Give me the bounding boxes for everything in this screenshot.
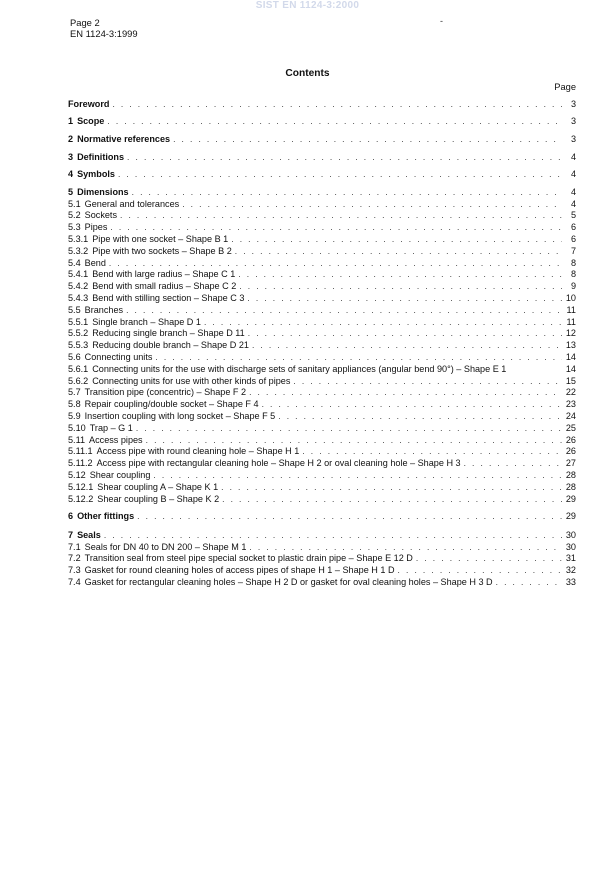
toc-entry-title: Reducing single branch – Shape D 11 [92,328,245,339]
toc-entry[interactable] [68,269,576,281]
toc-entry-title: General and tolerances [84,198,180,209]
toc-entry-title: Branches [84,304,124,315]
toc-entry-page: 4 [570,186,576,197]
toc-entry-page: 27 [565,458,576,469]
toc-entry-title: Transition pipe (concentric) – Shape F 2 [84,387,247,398]
toc-entry-number: 5.4.2 [68,281,89,292]
toc-entry-number: 2 [68,133,74,144]
toc-entry-title: Connecting units [84,351,153,362]
toc-entry-number: 7.4 [68,576,81,587]
toc-entry-page: 33 [565,576,576,587]
toc-leader-dots [398,565,562,576]
toc-entry[interactable] [68,210,576,222]
toc-leader-dots [235,246,562,257]
toc-entry-number: 5.3.1 [68,233,89,244]
toc-entry[interactable] [68,529,576,541]
toc-entry-page: 6 [570,222,576,233]
toc-entry[interactable] [68,553,576,565]
toc-entry-page: 14 [565,363,576,374]
toc-entry[interactable] [68,493,576,505]
toc-entry[interactable] [68,280,576,292]
toc-entry-number: Foreword [68,98,110,109]
toc-entry[interactable] [68,116,576,128]
toc-entry[interactable] [68,292,576,304]
toc-entry-number: 5.8 [68,399,81,410]
toc-entry-page: 4 [570,169,576,180]
toc-leader-dots [112,99,562,110]
toc-entry-title: Connecting units for the use with discharge sets of sanitary appliances (angular bend 90°) – Shape E 1 [92,363,507,374]
toc-entry-page: 25 [565,422,576,433]
toc-leader-dots [222,494,562,505]
toc-entry-number: 5.7 [68,387,81,398]
toc-entry-number: 5.12.1 [68,481,94,492]
toc-leader-dots [249,542,562,553]
toc-entry[interactable] [68,564,576,576]
toc-entry-number: 5.4.3 [68,292,89,303]
toc-entry-number: 5 [68,186,74,197]
toc-entry-page: 8 [570,257,576,268]
toc-entry-page: 29 [565,493,576,504]
toc-entry-number: 7.2 [68,553,81,564]
toc-entry-title: Scope [77,116,105,127]
toc-entry-page: 29 [565,511,576,522]
toc-entry-page: 14 [565,351,576,362]
header-mark: - [440,16,443,26]
toc-entry-page: 4 [570,198,576,209]
toc-leader-dots [126,305,562,316]
toc-leader-dots [496,577,562,588]
toc-entry-title: Bend with stilling section – Shape C 3 [92,292,245,303]
toc-entry-page: 11 [566,316,576,327]
toc-entry-number: 5.11 [68,434,86,445]
toc-leader-dots [249,387,562,398]
toc-leader-dots [247,293,562,304]
toc-leader-dots [278,411,562,422]
toc-entry-number: 7 [68,529,74,540]
toc-entry-number: 5.12 [68,469,86,480]
toc-entry-title: Trap – G 1 [89,422,133,433]
toc-entry-page: 7 [570,245,576,256]
toc-entry-number: 5.4 [68,257,81,268]
toc-entry-number: 5.2 [68,210,81,221]
toc-entry-title: Bend with large radius – Shape C 1 [92,269,236,280]
toc-leader-dots [252,340,562,351]
toc-leader-dots [110,222,562,233]
toc-entry-title: Seals [77,529,101,540]
toc-entry-title: Dimensions [77,186,129,197]
toc-entry-number: 5.12.2 [68,493,94,504]
toc-entry-number: 5.5.1 [68,316,89,327]
toc-entry[interactable] [68,576,576,588]
toc-entry-page: 3 [570,116,576,127]
toc-entry-title: Sockets [84,210,118,221]
toc-entry-page: 24 [565,410,576,421]
toc-entry-number: 5.4.1 [68,269,89,280]
toc-leader-dots [155,352,562,363]
toc-entry-page: 5 [570,210,576,221]
toc-entry-page: 26 [565,446,576,457]
toc-entry-page: 26 [565,434,576,445]
toc-entry-title: Pipe with two sockets – Shape B 2 [92,245,232,256]
toc-entry-number: 5.11.1 [68,446,93,457]
toc-entry-title: Repair coupling/double socket – Shape F 4 [84,399,259,410]
toc-leader-dots [262,399,562,410]
toc-entry[interactable] [68,339,576,351]
toc-entry-page: 8 [570,269,576,280]
toc-entry-page: 12 [565,328,576,339]
toc-entry-title: Gasket for rectangular cleaning holes – Shape H 2 D or gasket for oval cleaning holes – Shape H 3 D [84,576,493,587]
toc-entry-number: 5.5.2 [68,328,89,339]
toc-leader-dots [132,187,562,198]
toc-entry-number: 5.1 [68,198,81,209]
toc-entry[interactable] [68,351,576,363]
toc-entry-page: 28 [565,469,576,480]
toc-entry-page: 4 [570,151,576,162]
toc-entry[interactable] [68,186,576,198]
toc-leader-dots [416,553,562,564]
toc-entry-title: Bend [84,257,106,268]
toc-entry-number: 5.3.2 [68,245,89,256]
toc-entry[interactable] [68,304,576,316]
toc-leader-dots [221,482,562,493]
toc-entry-number: 5.6 [68,351,81,362]
toc-entry-number: 5.5.3 [68,340,89,351]
toc-entry[interactable] [68,422,576,434]
toc-entry-number: 3 [68,151,74,162]
toc-leader-dots [137,511,562,522]
toc-entry-title: Gasket for round cleaning holes of access pipes of shape H 1 – Shape H 1 D [84,565,395,576]
toc-entry-number: 5.5 [68,304,81,315]
toc-entry[interactable] [68,133,576,145]
toc-leader-dots [231,234,562,245]
toc-entry-title: Other fittings [77,511,135,522]
toc-entry[interactable] [68,257,576,269]
toc-entry[interactable] [68,511,576,523]
toc-entry-number: 5.9 [68,410,81,421]
toc-entry-page: 6 [570,233,576,244]
toc-entry[interactable] [68,469,576,481]
toc-entry-page: 3 [570,133,576,144]
toc-entry-number: 6 [68,511,74,522]
toc-entry-page: 11 [566,304,576,315]
toc-leader-dots [293,376,562,387]
toc-entry-page: 28 [565,481,576,492]
toc-entry[interactable] [68,541,576,553]
toc-entry[interactable] [68,328,576,340]
toc-entry-number: 5.3 [68,222,81,233]
toc-entry-number: 7.3 [68,565,81,576]
toc-leader-dots [127,152,562,163]
toc-leader-dots [464,458,562,469]
toc-entry-page: 31 [565,553,576,564]
toc-entry-title: Transition seal from steel pipe special socket to plastic drain pipe – Shape E 12 D [84,553,413,564]
toc-leader-dots [109,258,562,269]
toc-leader-dots [204,317,562,328]
toc-entry[interactable] [68,363,576,375]
toc-leader-dots [136,423,562,434]
toc-entry-page: 30 [565,541,576,552]
toc-entry-title: Pipe with one socket – Shape B 1 [92,233,229,244]
toc-entry-number: 4 [68,169,74,180]
page-header [70,17,138,39]
toc-entry-page: 10 [565,292,576,303]
toc-entry-page: 15 [565,375,576,386]
toc-entry-page: 22 [565,387,576,398]
toc-leader-dots [107,116,562,127]
toc-leader-dots [238,269,562,280]
toc-entry-page: 13 [565,340,576,351]
contents-title: Contents [285,68,330,79]
toc-entry[interactable] [68,198,576,210]
toc-entry-number: 1 [68,116,74,127]
toc-entry[interactable] [68,151,576,163]
toc-entry-page: 30 [565,529,576,540]
toc-leader-dots [146,435,562,446]
toc-entry[interactable] [68,233,576,245]
toc-leader-dots [182,199,562,210]
toc-entry-title: Seals for DN 40 to DN 200 – Shape M 1 [84,541,247,552]
toc-leader-dots [120,210,562,221]
toc-entry-title: Definitions [77,151,125,162]
toc-entry[interactable] [68,387,576,399]
toc-entry-title: Connecting units for use with other kinds of pipes [92,375,291,386]
toc-entry[interactable] [68,375,576,387]
toc-entry-title: Normative references [77,133,171,144]
toc-entry-page: 32 [565,565,576,576]
toc-entry-title: Shear coupling A – Shape K 1 [97,481,219,492]
toc-leader-dots [153,470,562,481]
toc-entry-title: Shear coupling [89,469,151,480]
toc-entry-number: 5.6.1 [68,363,89,374]
toc-entry-page: 23 [565,399,576,410]
toc-entry-title: Reducing double branch – Shape D 21 [92,340,249,351]
toc-entry-title: Access pipes [89,434,143,445]
toc-entry[interactable] [68,481,576,493]
page-column-header: Page [554,82,576,92]
toc-leader-dots [239,281,562,292]
toc-entry-title: Shear coupling B – Shape K 2 [97,493,220,504]
toc-entry-title: Access pipe with round cleaning hole – Shape H 1 [96,446,300,457]
toc-entry[interactable] [68,245,576,257]
watermark: SIST EN 1124-3:2000 [255,0,360,11]
toc-entry[interactable] [68,434,576,446]
toc-entry-number: 5.10 [68,422,86,433]
toc-entry[interactable] [68,316,576,328]
toc-entry-number: 5.6.2 [68,375,89,386]
document-id: EN 1124-3:1999 [70,28,138,39]
toc-entry[interactable] [68,410,576,422]
toc-entry-title: Bend with small radius – Shape C 2 [92,281,237,292]
toc-entry[interactable] [68,398,576,410]
toc-entry-title: Single branch – Shape D 1 [92,316,201,327]
toc-entry-number: 5.11.2 [68,458,93,469]
toc-leader-dots [118,169,562,180]
toc-entry[interactable] [68,446,576,458]
toc-leader-dots [173,134,562,145]
toc-entry-title: Insertion coupling with long socket – Shape F 5 [84,410,276,421]
toc-leader-dots [302,446,562,457]
toc-entry-title: Pipes [84,222,108,233]
toc-entry[interactable] [68,221,576,233]
toc-entry-page: 3 [570,98,576,109]
page-number-label: Page 2 [70,17,100,28]
toc-entry-title: Symbols [77,169,115,180]
toc-entry-page: 9 [570,281,576,292]
toc-entry[interactable] [68,98,576,110]
toc-leader-dots [104,530,562,541]
toc-entry-number: 7.1 [68,541,81,552]
toc-entry-title: Access pipe with rectangular cleaning hole – Shape H 2 or oval cleaning hole – Shape H 3 [96,458,461,469]
toc-leader-dots [248,328,562,339]
toc-entry[interactable] [68,457,576,469]
toc-entry[interactable] [68,169,576,181]
